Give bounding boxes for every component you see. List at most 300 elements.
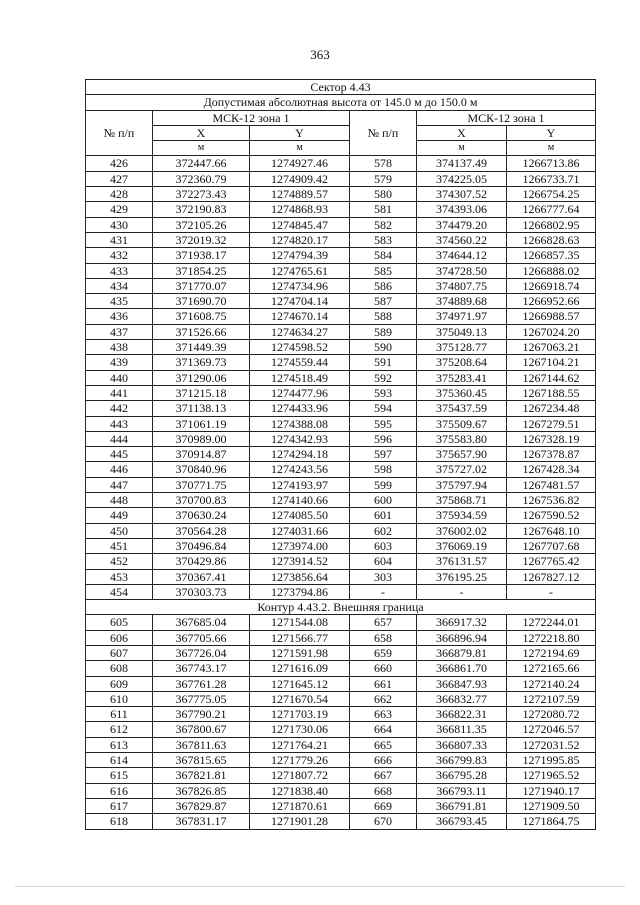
point-num-right: 601 — [350, 508, 417, 523]
point-num-left: 441 — [86, 385, 153, 400]
point-num-right: 664 — [350, 722, 417, 737]
x-right: 366861.70 — [417, 661, 507, 676]
x-left: 372447.66 — [153, 156, 250, 171]
table-row — [86, 523, 596, 538]
x-left: 371690.70 — [153, 294, 250, 309]
x-right: 366847.93 — [417, 676, 507, 691]
x-left: 367815.65 — [153, 753, 250, 768]
y-left: 1271807.72 — [250, 768, 350, 783]
x-right: 375208.64 — [417, 355, 507, 370]
y-left: 1274868.93 — [250, 202, 350, 217]
point-num-right: 594 — [350, 401, 417, 416]
point-num-left: 438 — [86, 340, 153, 355]
table-row — [86, 462, 596, 477]
table-row — [86, 294, 596, 309]
x-left: 367826.85 — [153, 783, 250, 798]
x-left: 372273.43 — [153, 187, 250, 202]
point-num-left: 439 — [86, 355, 153, 370]
point-num-right: 670 — [350, 814, 417, 829]
num-header-left: № п/п — [86, 110, 153, 156]
table-row — [86, 783, 596, 798]
x-left: 371215.18 — [153, 385, 250, 400]
x-left: 370367.41 — [153, 569, 250, 584]
point-num-right: 593 — [350, 385, 417, 400]
point-num-right: - — [350, 584, 417, 599]
point-num-left: 612 — [86, 722, 153, 737]
point-num-right: 669 — [350, 798, 417, 813]
point-num-right: 604 — [350, 554, 417, 569]
contour-rows — [86, 615, 596, 829]
y-right: 1266857.35 — [507, 248, 596, 263]
table-row — [86, 217, 596, 232]
point-num-left: 442 — [86, 401, 153, 416]
x-left: 367831.17 — [153, 814, 250, 829]
table-row — [86, 737, 596, 752]
x-right: 375437.59 — [417, 401, 507, 416]
table-row — [86, 508, 596, 523]
point-num-left: 611 — [86, 707, 153, 722]
table-row — [86, 615, 596, 630]
y-left: 1273794.86 — [250, 584, 350, 599]
x-right: 375360.45 — [417, 385, 507, 400]
point-num-right: 603 — [350, 538, 417, 553]
y-left: 1274193.97 — [250, 477, 350, 492]
x-left: 370564.28 — [153, 523, 250, 538]
x-left: 370914.87 — [153, 447, 250, 462]
point-num-right: 600 — [350, 493, 417, 508]
x-left: 372019.32 — [153, 232, 250, 247]
contour-title: Контур 4.43.2. Внешняя граница — [86, 600, 596, 615]
y-right: 1271940.17 — [507, 783, 596, 798]
sector-rows — [86, 156, 596, 600]
page-edge-line — [15, 886, 625, 887]
point-num-left: 426 — [86, 156, 153, 171]
x-right: 375797.94 — [417, 477, 507, 492]
x-right: 375128.77 — [417, 340, 507, 355]
x-left: 371138.13 — [153, 401, 250, 416]
x-right: 376131.57 — [417, 554, 507, 569]
y-right: 1267279.51 — [507, 416, 596, 431]
x-right: 374560.22 — [417, 232, 507, 247]
y-right: 1267378.87 — [507, 447, 596, 462]
table-row — [86, 187, 596, 202]
unit-y-right: м — [507, 141, 596, 156]
x-right: 374971.97 — [417, 309, 507, 324]
y-left: 1274820.17 — [250, 232, 350, 247]
x-left: 371608.75 — [153, 309, 250, 324]
zone-header-left: МСК-12 зона 1 — [153, 110, 350, 125]
unit-x-right: м — [417, 141, 507, 156]
table-row — [86, 691, 596, 706]
y-left: 1271645.12 — [250, 676, 350, 691]
y-left: 1273974.00 — [250, 538, 350, 553]
point-num-left: 444 — [86, 431, 153, 446]
point-num-right: 658 — [350, 630, 417, 645]
x-right: 374807.75 — [417, 278, 507, 293]
point-num-left: 613 — [86, 737, 153, 752]
y-left: 1274598.52 — [250, 340, 350, 355]
x-left: 371290.06 — [153, 370, 250, 385]
y-right: 1266754.25 — [507, 187, 596, 202]
y-left: 1274845.47 — [250, 217, 350, 232]
y-header-left: Y — [250, 125, 350, 140]
y-right: 1266952.66 — [507, 294, 596, 309]
table-row — [86, 538, 596, 553]
x-left: 372105.26 — [153, 217, 250, 232]
table-row — [86, 340, 596, 355]
table-row — [86, 447, 596, 462]
x-right: 374728.50 — [417, 263, 507, 278]
table-row — [86, 370, 596, 385]
table-row — [86, 630, 596, 645]
x-left: 370429.86 — [153, 554, 250, 569]
table-row — [86, 584, 596, 599]
x-left: 372190.83 — [153, 202, 250, 217]
point-num-left: 615 — [86, 768, 153, 783]
x-right: 376195.25 — [417, 569, 507, 584]
point-num-left: 452 — [86, 554, 153, 569]
point-num-right: 666 — [350, 753, 417, 768]
point-num-right: 590 — [350, 340, 417, 355]
point-num-left: 429 — [86, 202, 153, 217]
y-right: 1266733.71 — [507, 171, 596, 186]
y-right: 1271995.85 — [507, 753, 596, 768]
y-right: 1272080.72 — [507, 707, 596, 722]
table-row — [86, 493, 596, 508]
table-row — [86, 431, 596, 446]
x-right: 366793.45 — [417, 814, 507, 829]
x-right: 375509.67 — [417, 416, 507, 431]
y-left: 1271870.61 — [250, 798, 350, 813]
point-num-left: 617 — [86, 798, 153, 813]
x-left: 370840.96 — [153, 462, 250, 477]
x-left: 370630.24 — [153, 508, 250, 523]
x-left: 367775.05 — [153, 691, 250, 706]
point-num-left: 448 — [86, 493, 153, 508]
table-row — [86, 768, 596, 783]
height-caption: Допустимая абсолютная высота от 145.0 м до 150.0 м — [86, 95, 596, 110]
x-left: 367821.81 — [153, 768, 250, 783]
y-left: 1271591.98 — [250, 645, 350, 660]
point-num-left: 454 — [86, 584, 153, 599]
x-left: 367705.66 — [153, 630, 250, 645]
x-right: 375868.71 — [417, 493, 507, 508]
point-num-left: 445 — [86, 447, 153, 462]
point-num-left: 616 — [86, 783, 153, 798]
y-left: 1274477.96 — [250, 385, 350, 400]
page-number: 363 — [310, 47, 330, 62]
x-right: 375727.02 — [417, 462, 507, 477]
y-right: 1272194.69 — [507, 645, 596, 660]
num-header-right: № п/п — [350, 110, 417, 156]
point-num-right: 665 — [350, 737, 417, 752]
y-left: 1274243.56 — [250, 462, 350, 477]
point-num-right: 599 — [350, 477, 417, 492]
point-num-right: 602 — [350, 523, 417, 538]
y-right: 1272165.66 — [507, 661, 596, 676]
x-left: 371854.25 — [153, 263, 250, 278]
point-num-left: 447 — [86, 477, 153, 492]
point-num-left: 430 — [86, 217, 153, 232]
y-left: 1274140.66 — [250, 493, 350, 508]
table-row — [86, 814, 596, 829]
table-row — [86, 324, 596, 339]
table-row — [86, 569, 596, 584]
y-right: 1267024.20 — [507, 324, 596, 339]
table-row — [86, 278, 596, 293]
table-row — [86, 416, 596, 431]
y-right: 1272046.57 — [507, 722, 596, 737]
x-right: 375283.41 — [417, 370, 507, 385]
table-row — [86, 385, 596, 400]
contour-section — [86, 600, 596, 615]
y-left: 1274889.57 — [250, 187, 350, 202]
table-row — [86, 171, 596, 186]
point-num-left: 432 — [86, 248, 153, 263]
x-right: 366793.11 — [417, 783, 507, 798]
x-right: 374393.06 — [417, 202, 507, 217]
y-right: 1267328.19 — [507, 431, 596, 446]
y-left: 1271901.28 — [250, 814, 350, 829]
point-num-right: 660 — [350, 661, 417, 676]
point-num-left: 443 — [86, 416, 153, 431]
y-right: 1266888.02 — [507, 263, 596, 278]
point-num-left: 607 — [86, 645, 153, 660]
y-left: 1271703.19 — [250, 707, 350, 722]
x-right: 374225.05 — [417, 171, 507, 186]
y-right: 1271909.50 — [507, 798, 596, 813]
point-num-right: 578 — [350, 156, 417, 171]
x-right: 375934.59 — [417, 508, 507, 523]
table-row — [86, 661, 596, 676]
y-left: 1274433.96 — [250, 401, 350, 416]
point-num-left: 440 — [86, 370, 153, 385]
y-right: 1266988.57 — [507, 309, 596, 324]
y-left: 1274634.27 — [250, 324, 350, 339]
point-num-right: 582 — [350, 217, 417, 232]
y-left: 1274388.08 — [250, 416, 350, 431]
x-left: 371061.19 — [153, 416, 250, 431]
table-row — [86, 645, 596, 660]
x-right: 366896.94 — [417, 630, 507, 645]
x-right: 366822.31 — [417, 707, 507, 722]
point-num-right: 303 — [350, 569, 417, 584]
x-right: 366879.81 — [417, 645, 507, 660]
x-right: 375049.13 — [417, 324, 507, 339]
y-right: 1266918.74 — [507, 278, 596, 293]
point-num-right: 596 — [350, 431, 417, 446]
x-right: 366811.35 — [417, 722, 507, 737]
x-left: 367800.67 — [153, 722, 250, 737]
point-num-right: 589 — [350, 324, 417, 339]
table-row — [86, 722, 596, 737]
y-left: 1271566.77 — [250, 630, 350, 645]
y-header-right: Y — [507, 125, 596, 140]
point-num-left: 609 — [86, 676, 153, 691]
x-left: 367685.04 — [153, 615, 250, 630]
y-right: 1267765.42 — [507, 554, 596, 569]
point-num-left: 449 — [86, 508, 153, 523]
point-num-right: 588 — [350, 309, 417, 324]
table-row — [86, 156, 596, 171]
y-right: 1267707.68 — [507, 538, 596, 553]
point-num-left: 605 — [86, 615, 153, 630]
y-right: 1267144.62 — [507, 370, 596, 385]
y-left: 1274031.66 — [250, 523, 350, 538]
point-num-left: 608 — [86, 661, 153, 676]
point-num-right: 659 — [350, 645, 417, 660]
x-header-left: X — [153, 125, 250, 140]
y-right: 1272140.24 — [507, 676, 596, 691]
point-num-left: 436 — [86, 309, 153, 324]
point-num-right: 584 — [350, 248, 417, 263]
y-right: 1267104.21 — [507, 355, 596, 370]
point-num-right: 586 — [350, 278, 417, 293]
y-right: 1267590.52 — [507, 508, 596, 523]
y-left: 1274765.61 — [250, 263, 350, 278]
point-num-left: 434 — [86, 278, 153, 293]
x-left: 367761.28 — [153, 676, 250, 691]
x-header-right: X — [417, 125, 507, 140]
y-left: 1271838.40 — [250, 783, 350, 798]
table-row — [86, 676, 596, 691]
x-right: 366917.32 — [417, 615, 507, 630]
y-right: 1266802.95 — [507, 217, 596, 232]
y-left: 1274704.14 — [250, 294, 350, 309]
x-left: 371449.39 — [153, 340, 250, 355]
y-left: 1274294.18 — [250, 447, 350, 462]
x-left: 372360.79 — [153, 171, 250, 186]
x-left: 367811.63 — [153, 737, 250, 752]
x-left: 371526.66 — [153, 324, 250, 339]
point-num-right: 661 — [350, 676, 417, 691]
table-row — [86, 554, 596, 569]
point-num-left: 606 — [86, 630, 153, 645]
x-left: 370496.84 — [153, 538, 250, 553]
point-num-left: 450 — [86, 523, 153, 538]
y-right: 1267188.55 — [507, 385, 596, 400]
table-row — [86, 707, 596, 722]
point-num-right: 581 — [350, 202, 417, 217]
x-right: 375583.80 — [417, 431, 507, 446]
x-left: 371938.17 — [153, 248, 250, 263]
point-num-right: 585 — [350, 263, 417, 278]
point-num-right: 583 — [350, 232, 417, 247]
y-left: 1274559.44 — [250, 355, 350, 370]
sector-title: Сектор 4.43 — [86, 80, 596, 95]
y-right: 1267827.12 — [507, 569, 596, 584]
x-right: 374479.20 — [417, 217, 507, 232]
x-right: 375657.90 — [417, 447, 507, 462]
y-right: 1272244.01 — [507, 615, 596, 630]
x-right: 366807.33 — [417, 737, 507, 752]
point-num-left: 614 — [86, 753, 153, 768]
y-left: 1271764.21 — [250, 737, 350, 752]
x-left: 371369.73 — [153, 355, 250, 370]
point-num-left: 618 — [86, 814, 153, 829]
point-num-left: 433 — [86, 263, 153, 278]
table-row — [86, 477, 596, 492]
point-num-left: 453 — [86, 569, 153, 584]
x-right: 374889.68 — [417, 294, 507, 309]
y-right: 1271965.52 — [507, 768, 596, 783]
y-right: 1267234.48 — [507, 401, 596, 416]
y-left: 1274909.42 — [250, 171, 350, 186]
point-num-left: 446 — [86, 462, 153, 477]
x-left: 370700.83 — [153, 493, 250, 508]
table-row — [86, 202, 596, 217]
x-left: 370989.00 — [153, 431, 250, 446]
point-num-right: 579 — [350, 171, 417, 186]
point-num-left: 431 — [86, 232, 153, 247]
y-left: 1274085.50 — [250, 508, 350, 523]
x-right: 366799.83 — [417, 753, 507, 768]
y-right: 1266777.64 — [507, 202, 596, 217]
y-right: 1266713.86 — [507, 156, 596, 171]
coordinates-table — [85, 79, 596, 830]
point-num-right: 662 — [350, 691, 417, 706]
y-right: 1267536.82 — [507, 493, 596, 508]
unit-y-left: м — [250, 141, 350, 156]
y-right: 1267481.57 — [507, 477, 596, 492]
x-left: 367743.17 — [153, 661, 250, 676]
table-header — [86, 80, 596, 156]
table-row — [86, 263, 596, 278]
point-num-right: 598 — [350, 462, 417, 477]
y-right: 1272031.52 — [507, 737, 596, 752]
y-left: 1271670.54 — [250, 691, 350, 706]
point-num-left: 427 — [86, 171, 153, 186]
x-right: 374137.49 — [417, 156, 507, 171]
point-num-left: 610 — [86, 691, 153, 706]
x-right: 374307.52 — [417, 187, 507, 202]
table-row — [86, 232, 596, 247]
x-right: 366832.77 — [417, 691, 507, 706]
y-left: 1273914.52 — [250, 554, 350, 569]
x-right: 366791.81 — [417, 798, 507, 813]
table-row — [86, 798, 596, 813]
y-right: 1267063.21 — [507, 340, 596, 355]
x-right: 374644.12 — [417, 248, 507, 263]
point-num-right: 592 — [350, 370, 417, 385]
y-left: 1271544.08 — [250, 615, 350, 630]
x-left: 367790.21 — [153, 707, 250, 722]
y-right: 1271864.75 — [507, 814, 596, 829]
point-num-right: 667 — [350, 768, 417, 783]
y-left: 1274734.96 — [250, 278, 350, 293]
table-row — [86, 355, 596, 370]
point-num-left: 428 — [86, 187, 153, 202]
y-left: 1271616.09 — [250, 661, 350, 676]
y-left: 1274670.14 — [250, 309, 350, 324]
zone-header-right: МСК-12 зона 1 — [417, 110, 596, 125]
point-num-right: 668 — [350, 783, 417, 798]
table-row — [86, 401, 596, 416]
point-num-left: 451 — [86, 538, 153, 553]
table-row — [86, 248, 596, 263]
y-left: 1273856.64 — [250, 569, 350, 584]
point-num-right: 657 — [350, 615, 417, 630]
y-right: 1267648.10 — [507, 523, 596, 538]
x-left: 367829.87 — [153, 798, 250, 813]
y-right: 1272107.59 — [507, 691, 596, 706]
table-row — [86, 753, 596, 768]
point-num-left: 437 — [86, 324, 153, 339]
x-right: 366795.28 — [417, 768, 507, 783]
y-left: 1271779.26 — [250, 753, 350, 768]
y-left: 1274342.93 — [250, 431, 350, 446]
point-num-right: 597 — [350, 447, 417, 462]
